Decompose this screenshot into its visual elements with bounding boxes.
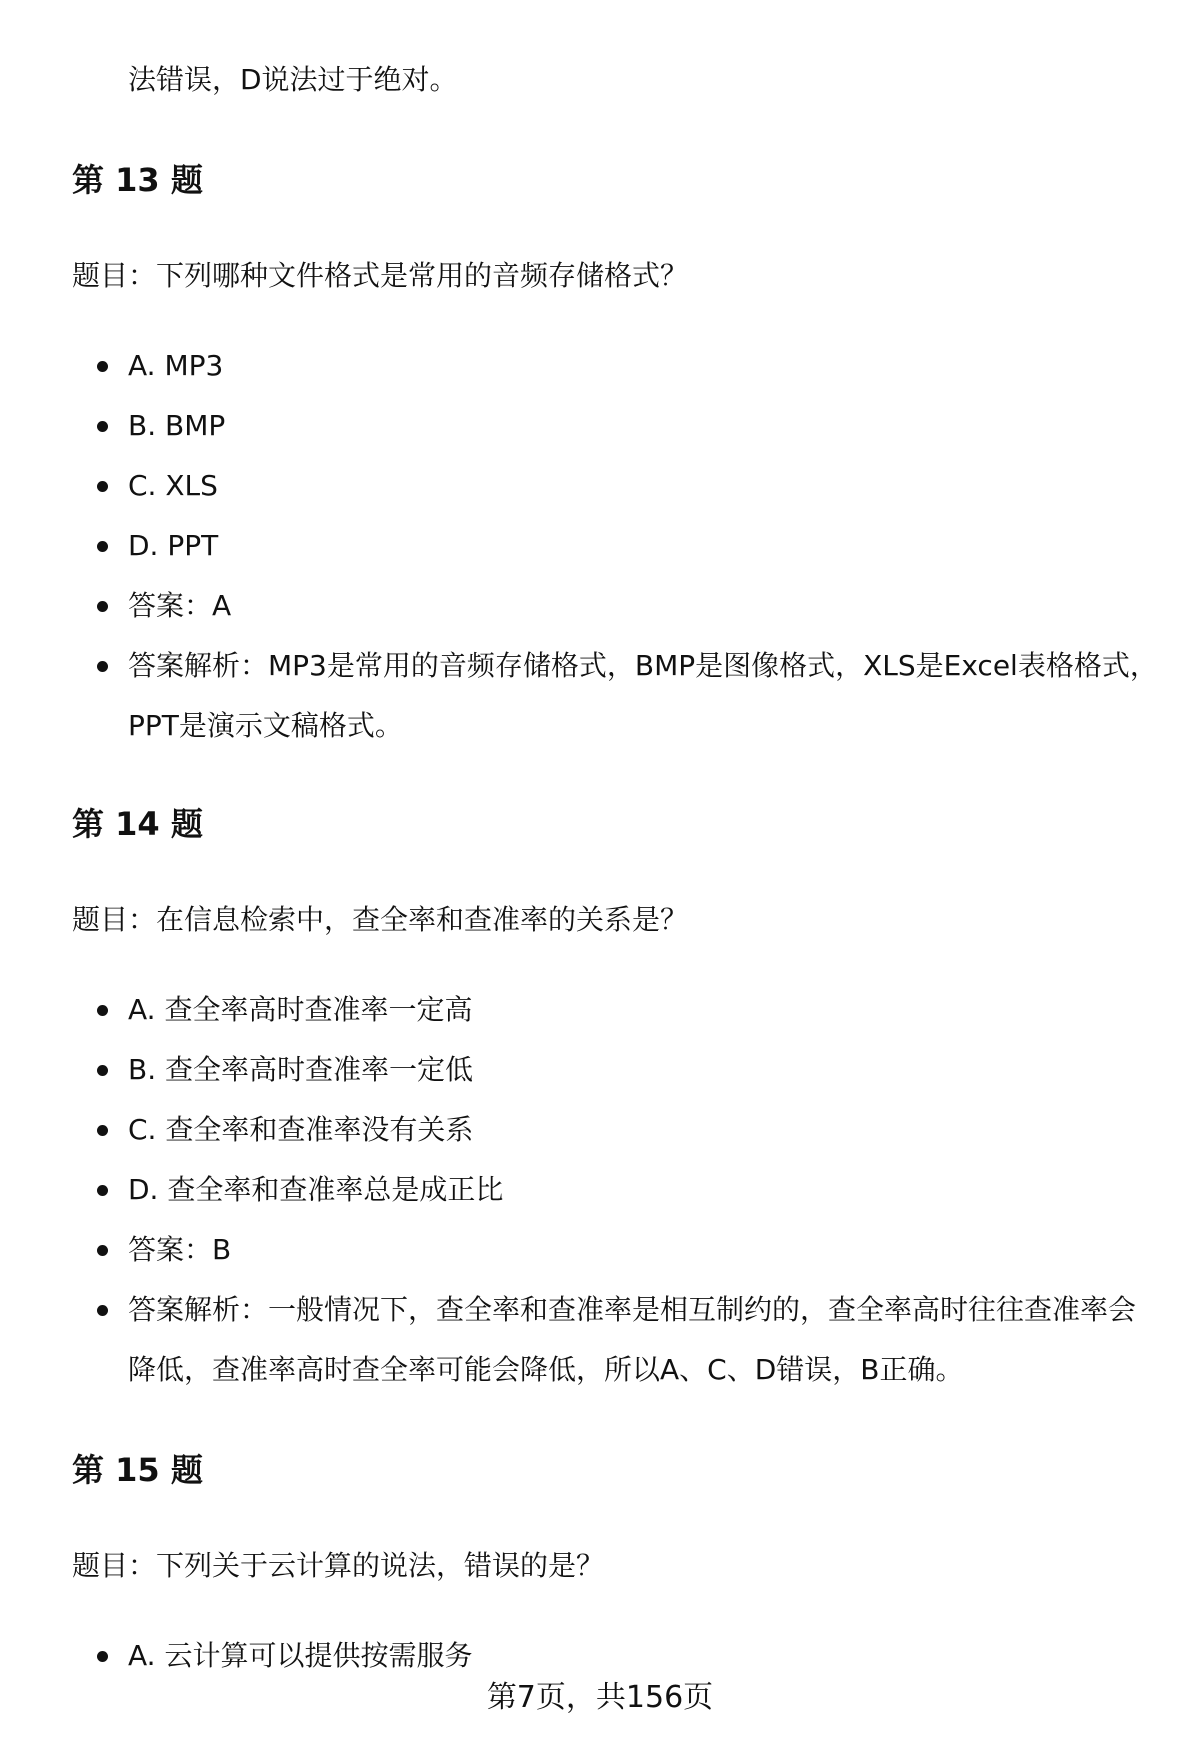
option-d: D. 查全率和查准率总是成正比	[0, 1160, 1200, 1220]
option-b: B. BMP	[0, 396, 1200, 456]
previous-analysis-continuation: 法错误，D说法过于绝对。	[128, 63, 458, 96]
question-15-stem: 题目：下列关于云计算的说法，错误的是？	[72, 1549, 605, 1582]
answer-analysis: 答案解析：一般情况下，查全率和查准率是相互制约的，查全率高时往往查准率会降低，查准率高时查全率可能会降低，所以A、C、D错误，B正确。	[0, 1280, 1200, 1400]
option-c: C. XLS	[0, 456, 1200, 516]
option-d: D. PPT	[0, 516, 1200, 576]
answer: 答案：A	[0, 576, 1200, 636]
option-c: C. 查全率和查准率没有关系	[0, 1100, 1200, 1160]
answer-analysis: 答案解析：MP3是常用的音频存储格式，BMP是图像格式，XLS是Excel表格格式，PPT是演示文稿格式。	[0, 636, 1200, 756]
option-a: A. 查全率高时查准率一定高	[0, 980, 1200, 1040]
question-15-title: 第 15 题	[72, 1451, 203, 1489]
option-b: B. 查全率高时查准率一定低	[0, 1040, 1200, 1100]
question-13-title: 第 13 题	[72, 161, 203, 199]
question-14-title: 第 14 题	[72, 805, 203, 843]
question-13-stem: 题目：下列哪种文件格式是常用的音频存储格式？	[72, 259, 689, 292]
question-14-options	[0, 980, 1200, 1400]
page-number-footer: 第7页，共156页	[486, 1680, 714, 1715]
answer: 答案：B	[0, 1220, 1200, 1280]
question-13-options	[0, 336, 1200, 756]
option-a: A. 云计算可以提供按需服务	[0, 1626, 1200, 1686]
option-a: A. MP3	[0, 336, 1200, 396]
question-14-stem: 题目：在信息检索中，查全率和查准率的关系是？	[72, 903, 689, 936]
